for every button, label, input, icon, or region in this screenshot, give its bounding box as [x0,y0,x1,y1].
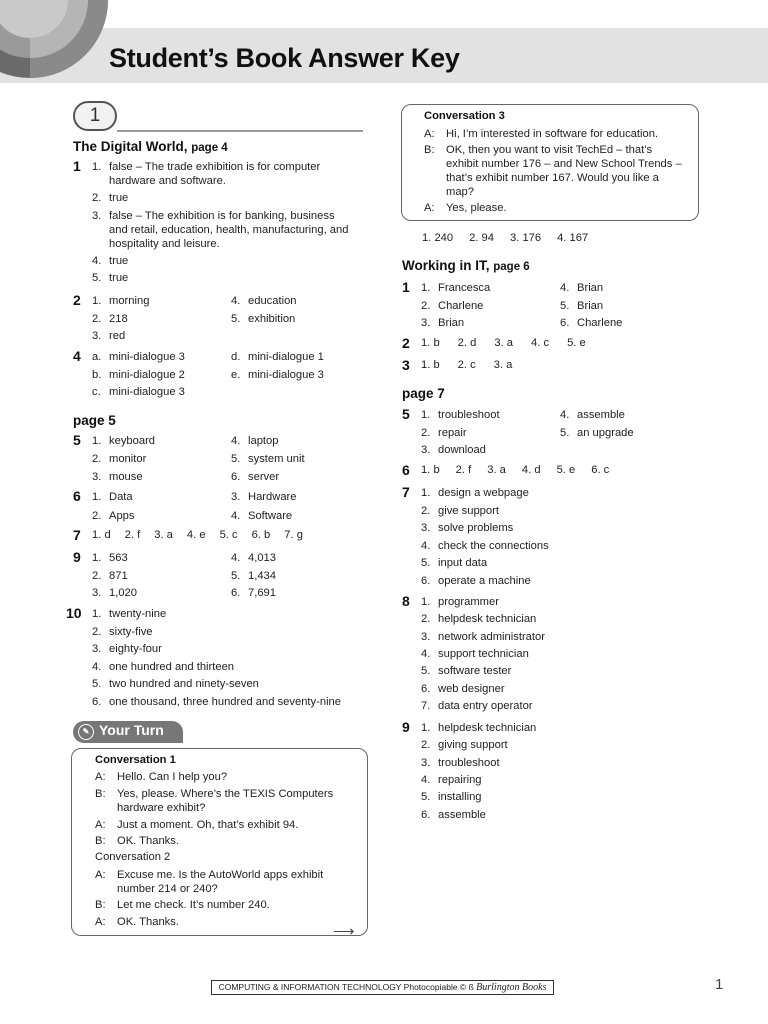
answer-item [421,504,499,518]
answer-item: 6. c [591,464,610,476]
item-number: 5. [92,272,102,285]
item-number: 4. [421,773,431,786]
section-page: page 6 [493,261,530,273]
dialogue-line: OK. Thanks. [117,835,179,848]
item-number: 2. [92,192,102,205]
exercise-number: 8 [402,593,410,609]
answer-item: 1. 240 [422,232,454,244]
item-text: 1,434 [248,569,276,582]
answer-text: hospitality and leisure. [109,238,220,251]
answer-item [421,486,529,500]
item-number: 3. [92,470,102,483]
answer-item [421,630,545,644]
answer-item: 3. a [494,337,514,349]
exercise-number: 3 [402,357,410,373]
item-number: 5. [231,312,241,325]
item-number: 5. [560,299,570,312]
item-number: b. [92,368,102,381]
item-number: 3. [421,317,431,329]
answer-item: 4. e [186,529,206,541]
answer-item: 4. 167 [557,232,589,244]
dialogue-line: Yes, please. [446,202,507,215]
item-number: d. [231,351,241,363]
item-number: 6. [421,574,431,587]
item-text: support technician [438,647,529,660]
item-text: 7,691 [248,587,276,599]
exercise-number: 7 [73,527,81,543]
item-number: e. [231,368,241,381]
item-number: 2. [421,613,431,626]
answer-item [421,595,499,609]
answer-item [421,539,549,553]
item-number: 3. [92,330,102,342]
item-number: 1. [92,435,102,447]
answer-item [92,329,125,343]
answer-item [421,682,505,696]
answer-item [92,312,128,326]
item-number: 3. [421,444,431,456]
speaker-label: A: [424,128,435,140]
answer-item [421,756,500,770]
answer-item [231,294,297,308]
answer-item [92,368,185,382]
item-text: assemble [577,409,625,421]
item-number: 2. [92,452,102,465]
answer-item [421,738,508,752]
dialogue-line: that’s exhibit number 167. Would you like a [446,172,659,185]
item-text: mini-dialogue 3 [248,368,324,381]
item-number: 4. [231,295,241,307]
item-text: education [248,295,297,307]
dialogue-line: Hello. Can I help you? [117,771,228,783]
answer-item [92,642,162,656]
answer-item [92,625,153,639]
publisher-logo-icon: ß [468,982,474,992]
item-number: 5. [92,678,102,690]
footer-brand: Burlington Books [476,982,547,993]
dialogue-line: OK. Thanks. [117,916,179,929]
answer-item [421,408,500,422]
answer-text: true [109,192,129,205]
item-number: 6. [92,695,102,708]
item-number: 4. [560,409,570,421]
item-text: troubleshoot [438,409,500,421]
item-number: 3. [231,491,241,503]
item-text: Data [109,491,133,503]
answer-item [421,443,486,457]
answer-item [231,434,278,448]
item-number: 4. [231,552,241,564]
dialogue-line: hardware exhibit? [117,801,206,814]
speaker-label: B: [95,835,106,848]
conversation-2-title: Conversation 2 [95,851,171,863]
answer-item [92,677,259,691]
answer-text: and retail, education, health, manufacturing, and [109,223,349,236]
arrow-right-icon: ⟶ [333,923,355,940]
answer-item [421,316,464,330]
answer-item: 5. e [567,337,586,349]
item-text: an upgrade [577,426,634,439]
item-number: 3. [92,587,102,599]
answer-item [560,316,622,330]
inline-answers [421,359,530,371]
item-number: 5. [421,665,431,678]
answer-item: 4. c [531,337,550,349]
answer-item [560,299,603,313]
page-title: Student’s Book Answer Key [109,43,460,73]
answer-item [231,470,279,484]
footer-text: COMPUTING & INFORMATION TECHNOLOGY Photocopiable © [218,982,467,992]
item-text: morning [109,295,150,307]
answer-item [421,790,482,804]
answer-text: false – The trade exhibition is for computer [109,161,321,173]
answer-item [421,574,531,588]
item-text: mouse [109,470,143,483]
section-title: Working in IT, [402,258,490,273]
answer-item [92,586,137,600]
speaker-label: B: [424,143,435,156]
item-number: 6. [560,317,570,329]
speaker-label: A: [95,868,106,881]
corner-disc-graphic [0,0,110,80]
item-number: 5. [421,791,431,804]
unit-divider [117,130,363,132]
dialogue-line: exhibit number 176 – and New School Trends – [446,158,682,170]
your-turn-label: Your Turn [99,722,164,738]
answer-item [92,294,149,308]
answer-item [231,490,297,504]
item-text: check the connections [438,539,549,552]
item-text: 218 [109,312,128,325]
item-number: 3. [421,630,431,643]
item-text: repair [438,426,467,439]
item-text: solve problems [438,522,514,534]
item-text: eighty-four [109,643,162,655]
answer-item: 2. f [124,529,141,541]
item-text: 1,020 [109,587,137,599]
conversation-3-answers [422,232,604,244]
section-heading-working-in-it [402,258,530,273]
answer-item [231,586,276,600]
item-text: Francesca [438,282,491,294]
item-text: mini-dialogue 2 [109,368,185,381]
item-text: programmer [438,596,499,608]
item-number: 5. [560,426,570,439]
answer-item: 7. g [284,529,303,541]
exercise-number: 2 [402,335,410,351]
item-number: 2. [421,426,431,439]
item-number: 2. [92,312,102,325]
answer-item: 1. b [421,337,440,349]
conversation-1-title: Conversation 1 [95,754,176,766]
item-text: assemble [438,808,486,821]
item-number: 7. [421,699,431,712]
item-text: design a webpage [438,487,529,499]
item-number: 1. [421,409,431,421]
answer-item [231,350,324,364]
item-number: 1. [421,487,431,499]
section-title: The Digital World, [73,139,188,154]
item-text: 4,013 [248,552,276,564]
answer-text: true [109,272,129,285]
item-text: 871 [109,569,128,582]
item-text: software tester [438,665,512,678]
item-number: 6. [421,682,431,695]
item-text: mini-dialogue 3 [109,351,185,363]
speaker-label: B: [95,899,106,912]
item-number: 6. [421,808,431,821]
item-number: 1. [92,161,102,173]
answer-item [92,660,234,674]
item-number: 3. [421,522,431,534]
item-number: 4. [421,647,431,660]
item-text: Charlene [577,317,623,329]
item-number: c. [92,386,101,398]
answer-item [560,426,634,440]
item-text: red [109,330,126,342]
inline-answers [421,337,604,349]
answer-text: true [109,255,129,268]
item-number: 1. [92,491,102,503]
answer-text: hardware and software. [109,175,226,188]
answer-item [92,350,185,364]
answer-item [421,612,536,626]
answer-item [92,434,155,448]
item-number: 1. [421,596,431,608]
item-text: Hardware [248,491,297,503]
answer-item [560,408,625,422]
answer-item: 2. 94 [469,232,494,244]
item-text: Apps [109,509,135,522]
answer-item [231,368,324,382]
item-text: helpdesk technician [438,722,537,734]
answer-item: 6. b [251,529,271,541]
answer-text: false – The exhibition is for banking, business [109,209,335,222]
inline-answers [421,464,625,476]
answer-item [421,299,483,313]
speaker-label: B: [95,787,106,800]
item-number: 4. [231,509,241,522]
answer-item [421,664,511,678]
dialogue-line: OK, then you want to visit TechEd – that’s [446,143,653,156]
exercise-number: 10 [66,605,82,621]
item-text: give support [438,504,499,517]
item-number: 2. [421,299,431,312]
item-number: 1. [92,608,102,620]
section-heading-digital-world [73,139,228,154]
exercise-number: 6 [73,488,81,504]
answer-item: 1. b [421,359,440,371]
item-text: troubleshoot [438,756,500,769]
item-number: 2. [421,504,431,517]
item-number: 1. [421,722,431,734]
answer-item: 4. d [521,464,541,476]
item-text: network administrator [438,630,545,643]
item-number: 6. [231,587,241,599]
exercise-number: 2 [73,292,81,308]
answer-item [421,808,486,822]
answer-item [231,509,292,523]
item-text: installing [438,791,482,804]
item-text: giving support [438,739,508,752]
item-number: 4. [92,255,102,268]
item-text: server [248,470,280,483]
dialogue-line: number 214 or 240? [117,882,218,895]
answer-item [421,721,536,735]
answer-item [421,426,467,440]
exercise-number: 1 [402,279,410,295]
item-number: 1. [92,552,102,564]
exercise-number: 9 [402,719,410,735]
item-number: 3. [421,756,431,769]
answer-item: 3. a [154,529,173,541]
answer-item [421,521,513,535]
dialogue-line: Just a moment. Oh, that’s exhibit 94. [117,818,299,831]
item-text: helpdesk technician [438,613,537,626]
dialogue-line: Yes, please. Where’s the TEXIS Computers [117,787,334,800]
answer-item [92,490,133,504]
speaker-label: A: [95,818,106,831]
section-page: page 4 [191,142,228,154]
answer-item [421,699,533,713]
answer-item [421,647,529,661]
answer-item: 2. d [457,337,477,349]
answer-item [231,551,276,565]
answer-item [231,569,276,583]
answer-item [421,556,487,570]
item-text: exhibition [248,312,296,325]
answer-item [92,695,341,709]
dialogue-line: Let me check. It’s number 240. [117,899,270,912]
item-text: Charlene [438,299,484,312]
answer-item: 3. 176 [510,232,542,244]
answer-item [92,569,128,583]
answer-item: 2. f [455,464,472,476]
item-text: Brian [577,282,604,294]
item-number: 4. [92,660,102,673]
exercise-number: 9 [73,549,81,565]
inline-answers [92,529,317,541]
answer-item [92,607,166,621]
answer-item [92,509,135,523]
item-number: 4. [560,282,570,294]
item-text: mini-dialogue 1 [248,351,324,363]
item-number: a. [92,351,102,363]
speaker-label: A: [95,771,106,783]
item-number: 4. [421,539,431,552]
item-number: 2. [92,625,102,638]
item-text: web designer [438,682,505,695]
item-number: 5. [231,452,241,465]
item-number: 1. [92,295,102,307]
dialogue-line: Hi, I’m interested in software for education. [446,128,659,140]
page-heading: page 5 [73,413,116,428]
answer-item [92,470,143,484]
exercise-number: 7 [402,484,410,500]
item-number: 4. [231,435,241,447]
answer-item [421,281,490,295]
dialogue-line: map? [446,186,474,199]
item-text: Software [248,509,293,522]
answer-item [560,281,603,295]
page-heading: page 7 [402,386,445,401]
item-number: 3. [92,209,102,222]
item-text: two hundred and ninety-seven [109,678,259,690]
item-text: data entry operator [438,699,533,712]
item-text: twenty-nine [109,608,167,620]
item-text: sixty-five [109,625,153,638]
dialogue-line: Excuse me. Is the AutoWorld apps exhibit [117,868,324,881]
item-text: Brian [438,317,465,329]
item-number: 6. [231,470,241,483]
answer-item: 1. d [92,529,111,541]
answer-item [421,773,482,787]
answer-item: 5. c [219,529,238,541]
your-turn-box [71,748,368,936]
item-number: 2. [421,739,431,752]
item-text: 563 [109,552,128,564]
item-text: Brian [577,299,604,312]
item-number: 3. [92,643,102,655]
answer-item: 2. c [457,359,476,371]
answer-item [92,551,128,565]
speaker-label: A: [424,202,435,215]
item-number: 2. [92,569,102,582]
item-number: 5. [421,557,431,569]
answer-item: 5. e [556,464,576,476]
answer-item: 3. a [487,464,506,476]
item-text: one thousand, three hundred and seventy-nine [109,695,342,708]
answer-item: 1. b [421,464,440,476]
answer-item: 3. a [493,359,513,371]
item-text: keyboard [109,435,156,447]
item-text: one hundred and thirteen [109,660,235,673]
answer-item [92,385,185,399]
item-text: download [438,444,486,456]
item-text: system unit [248,452,305,465]
answer-item [231,452,305,466]
answer-item [92,452,146,466]
footer-credit [211,980,554,995]
conversation-3-title: Conversation 3 [424,110,505,122]
exercise-number: 1 [73,158,81,174]
answer-item [231,312,295,326]
item-text: operate a machine [438,574,531,587]
page-number: 1 [715,976,724,993]
unit-number-badge: 1 [73,101,117,131]
pencil-icon: ✎ [78,724,94,740]
item-text: laptop [248,435,279,447]
item-number: 1. [421,282,431,294]
item-text: input data [438,557,488,569]
exercise-number: 5 [402,406,410,422]
item-text: mini-dialogue 3 [109,386,185,398]
exercise-number: 5 [73,432,81,448]
exercise-number: 4 [73,348,81,364]
item-text: repairing [438,773,482,786]
item-text: monitor [109,452,147,465]
exercise-number: 6 [402,462,410,478]
item-number: 2. [92,509,102,522]
speaker-label: A: [95,916,106,929]
item-number: 5. [231,569,241,582]
